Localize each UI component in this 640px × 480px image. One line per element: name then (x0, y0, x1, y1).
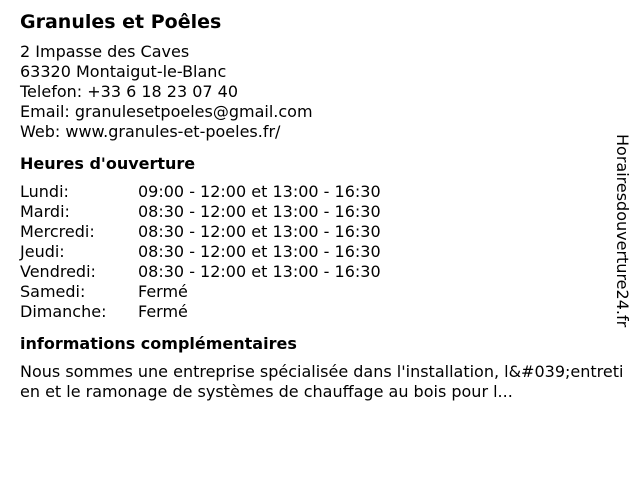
site-watermark: Horairesdouverture24.fr (613, 134, 632, 328)
day-hours: 08:30 - 12:00 et 13:00 - 16:30 (138, 222, 381, 241)
info-description: Nous sommes une entreprise spécialisée dans l'installation, l&#039;entretien et le ramonage de systèmes de chauffage au bois pour l... (20, 362, 624, 401)
day-label: Jeudi: (20, 242, 65, 261)
opening-hours-table (20, 182, 381, 322)
day-hours: Fermé (138, 302, 188, 321)
day-hours: 08:30 - 12:00 et 13:00 - 16:30 (138, 262, 381, 281)
day-label: Mercredi: (20, 222, 95, 241)
hours-row (20, 202, 381, 222)
web-line: Web: www.granules-et-poeles.fr/ (20, 122, 281, 141)
address-street: 2 Impasse des Caves (20, 42, 190, 61)
day-label: Mardi: (20, 202, 70, 221)
info-heading: informations complémentaires (20, 334, 297, 353)
day-hours: 08:30 - 12:00 et 13:00 - 16:30 (138, 242, 381, 261)
business-name: Granules et Poêles (20, 11, 222, 33)
day-hours: 09:00 - 12:00 et 13:00 - 16:30 (138, 182, 381, 201)
hours-row (20, 242, 381, 262)
hours-row (20, 282, 381, 302)
day-label: Dimanche: (20, 302, 107, 321)
hours-row (20, 182, 381, 202)
hours-row (20, 302, 381, 322)
hours-heading: Heures d'ouverture (20, 154, 196, 173)
hours-row (20, 222, 381, 242)
day-hours: 08:30 - 12:00 et 13:00 - 16:30 (138, 202, 381, 221)
hours-row (20, 262, 381, 282)
contact-block (20, 42, 620, 142)
day-hours: Fermé (138, 282, 188, 301)
email-line: Email: granulesetpoeles@gmail.com (20, 102, 313, 121)
address-city: 63320 Montaigut-le-Blanc (20, 62, 227, 81)
phone-line: Telefon: +33 6 18 23 07 40 (20, 82, 239, 101)
day-label: Vendredi: (20, 262, 96, 281)
day-label: Samedi: (20, 282, 86, 301)
day-label: Lundi: (20, 182, 69, 201)
